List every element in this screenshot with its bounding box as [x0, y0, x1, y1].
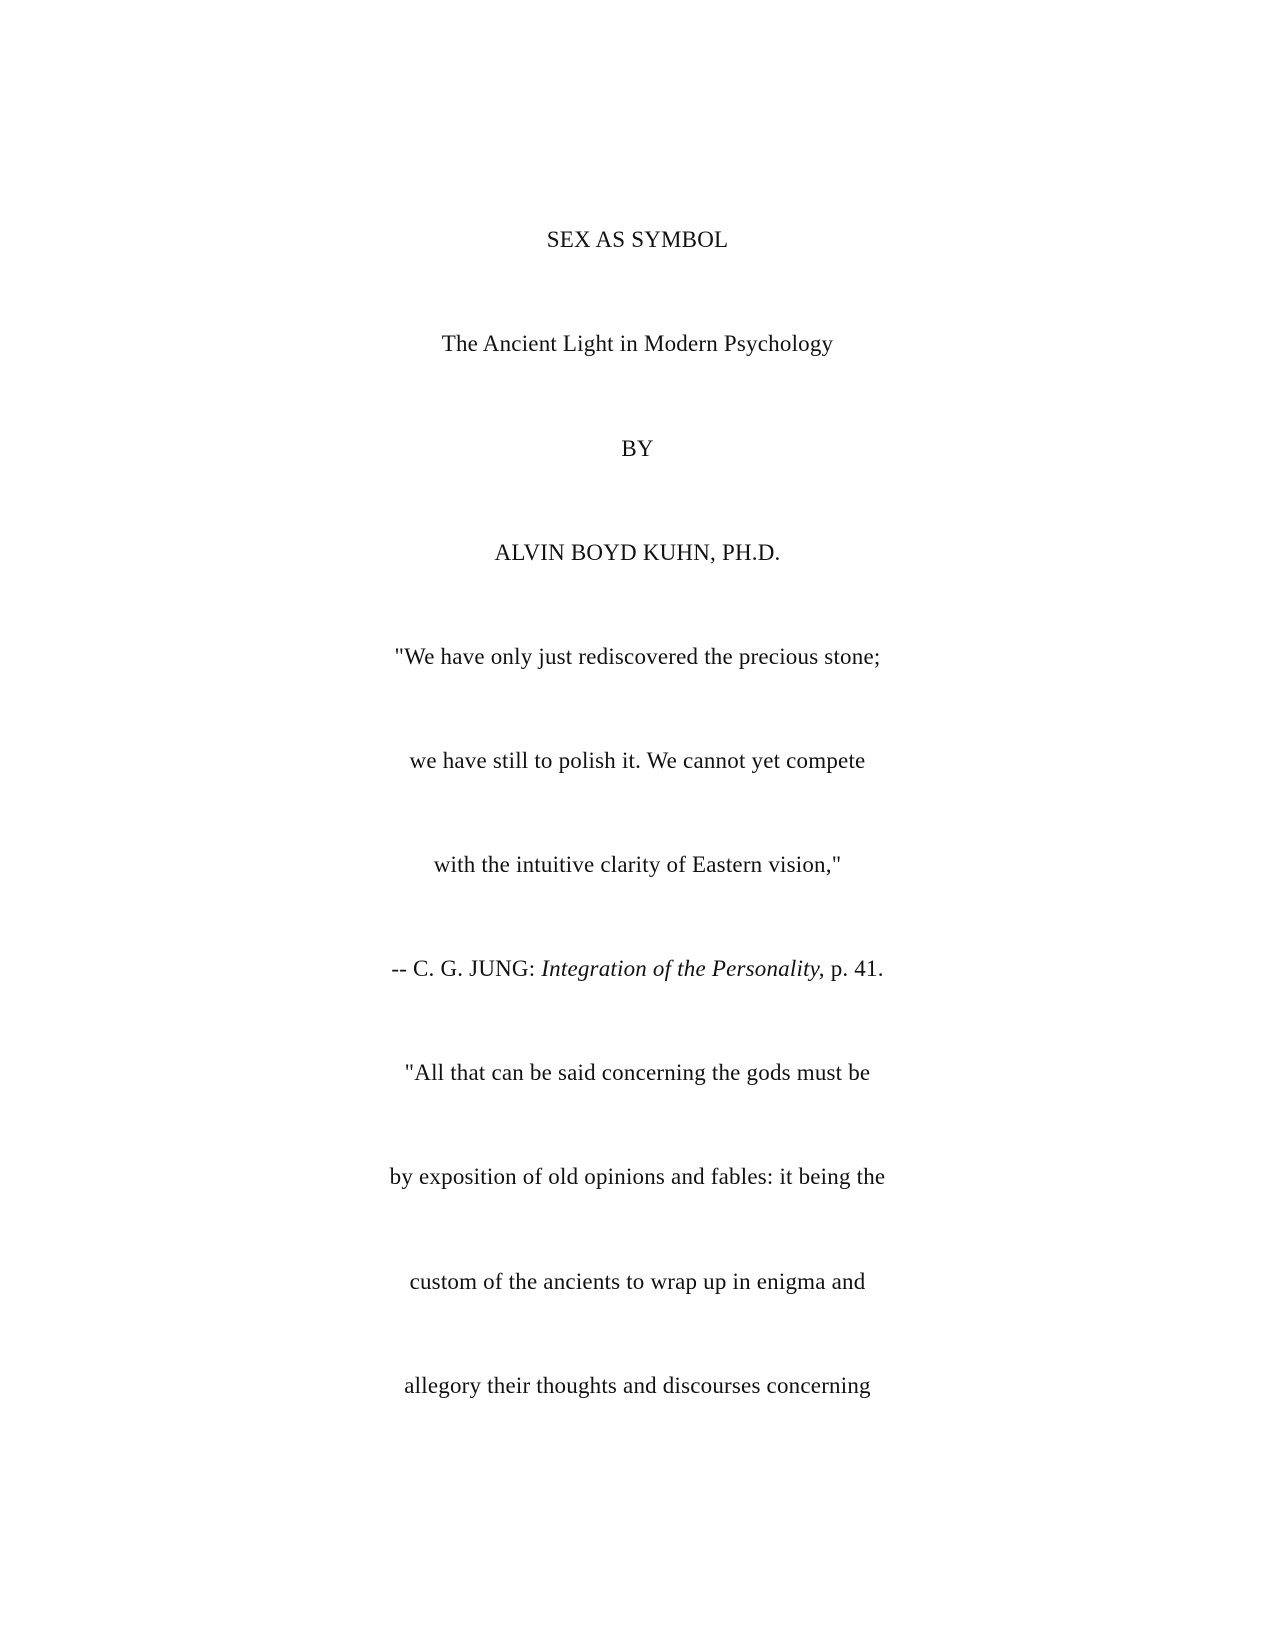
epigraph-2-line-1: "All that can be said concerning the gods must be [404, 1060, 871, 1085]
attribution-prefix: -- C. G. JUNG: [391, 956, 542, 981]
book-subtitle: The Ancient Light in Modern Psychology [441, 331, 834, 356]
epigraph-1-attribution [0, 955, 1275, 983]
epigraph-2-line-2: by exposition of old opinions and fables: it being the [389, 1164, 886, 1189]
epigraph-1-line-3: with the intuitive clarity of Eastern vision," [433, 852, 842, 877]
epigraph-2-line-3: custom of the ancients to wrap up in enigma and [409, 1269, 866, 1294]
attribution-page: p. 41. [824, 956, 884, 981]
author-name: ALVIN BOYD KUHN, PH.D. [494, 540, 781, 565]
book-title: SEX AS SYMBOL [546, 227, 729, 252]
attribution-work-title: Integration of the Personality, [541, 956, 825, 981]
by-line: BY [621, 436, 654, 461]
epigraph-2-line-4: allegory their thoughts and discourses concerning [404, 1373, 871, 1398]
epigraph-1-line-1: "We have only just rediscovered the precious stone; [394, 644, 881, 669]
epigraph-1-line-2: we have still to polish it. We cannot yet compete [409, 748, 866, 773]
